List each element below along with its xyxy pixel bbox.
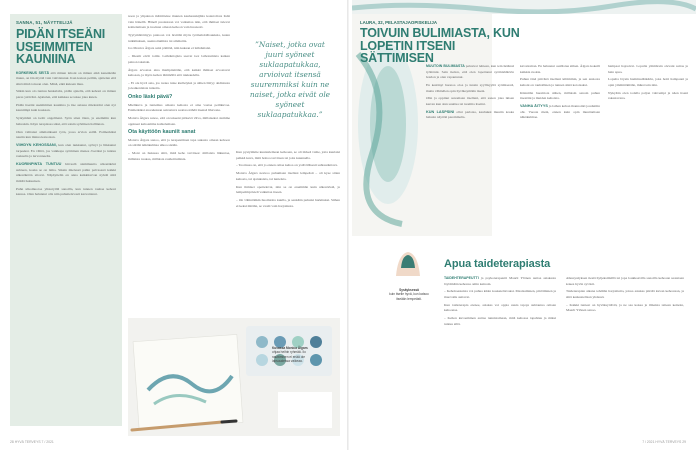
article-paragraph: Tyytymättömyys painoon voi ärsittää myös työmahdollisuuksia, kuten tutkimuksen, asennoitumista tai ammattia.	[128, 32, 230, 43]
right-column-2	[520, 64, 600, 123]
help-section-title: Apua taideterapiasta	[444, 258, 551, 270]
caption-name: Kuvassa Monica Ålgars	[272, 346, 308, 350]
painted-nail-photo	[386, 246, 430, 282]
sidebar-paragraph: Olen valitsnut ammatikseni työn, jossa arvion esillä. Esimerkiksi nautin kun minua katsotaan.	[16, 129, 116, 140]
article-paragraph: Monica Ålgars sanoo, että on tekeeni pääsevä viiva, millaiseksi olemme oppineet kehoamme kohtelemaan.	[128, 116, 230, 126]
sidebar-closing: Puhn ulkomuotoa ylistetyillä sanoilla, kun tunnen rauhaa kehoni kanssa. Olen halunnut olla niin puhuttelevasti kasvattanut.	[16, 186, 116, 197]
caption-text: ohjaa heihin ryhmää. Ilo nauttiminen ei enää ole lapsuudessa vaikeaa.	[272, 350, 306, 364]
sidebar-lead-bold: KORKEINUS SEITÄ	[16, 70, 49, 75]
art-supplies-illustration	[128, 318, 340, 436]
article-paragraph: – Dieetit eivät toimi. Laihduttajista saavat isot laihotumista kaiken painon takaisin.	[128, 54, 230, 64]
help-paragraph: – Kehohaasteista voi puhua käsin kosketeltavaksi. Maalaaminen, piirtäminen ja muovailu auttavat.	[444, 289, 556, 299]
article-paragraph: Mielikuva ja tuntemus omasta kehosta ei aina vastaa peilikuvaa. Esimerkiksi anoreksiaan sairastuva saattaa nähdä itsensä lihavana.	[128, 102, 230, 113]
nail-caption	[384, 288, 434, 301]
right-lead-bold: MUUTOIN BULIMIASTA	[426, 64, 465, 68]
article-paragraph: Monica Ålgars sanoo, että ja terapeuttinen tapa sukasta omaan kehoon on siirtää näkökulmaa ulkoa sisään.	[128, 137, 230, 148]
help-paragraph: Kun taideterapia etenee, asiakas voi oppia uusia tapoja suhtautua omaan kehoonsa.	[444, 302, 556, 313]
paint-photo-top	[352, 0, 696, 14]
sidebar-paragraph: Siikin kun olo tuntuu hankalalta, pidän ajatella, että kehoni on minun paras ystäväni. Ajattelen, että kaikkea se tekee joka kuten.	[16, 89, 116, 100]
help-paragraph: Alkusysäyksen tiesiä hyljeksimällä tai jopa loukkaavilla sanoilla kehoaan saatetaan kokea hyvin syvästi.	[566, 276, 684, 286]
right-paragraph: Olin ja oppinut sanomaan itselleni, että sanon joka ikisen kerran kun alan suuttua tai tuomita itseäni.	[426, 96, 514, 106]
right-section-text: ja laihan kehon ihannointi jouduttiin ohi. Vuosia meni, ennen kuin opin muuttamaan näkökulmaa.	[520, 104, 600, 120]
sidebar-section-head: VIIHDYN KEHOSSANI,	[16, 142, 57, 147]
nail-illustration	[386, 246, 430, 282]
sidebar-body	[16, 71, 116, 198]
photo-caption	[272, 346, 308, 364]
art-supplies-photo	[128, 318, 340, 436]
help-lead-bold: TAIDEHTERAPEUTTI	[444, 276, 479, 280]
page-folio-right: 7 / 2021 HYVÄ TERVEYS 29	[642, 440, 686, 444]
right-lead-text: paluuvat lehteen, kun tein ikäänsä työhönni. Sain tiedon, että olen lopettanut syömishäiriön hoidon ja olen vapautunut.	[426, 64, 514, 80]
sidebar-title: PIDÄN ITSEÄNI USEIMMITEN KAUNIINA	[16, 27, 106, 66]
article-paragraph: – Moni on hukassa siitä, mitä keho tarvitsee: millaista liikuntaa, millaista ruokaa, millaista rauhoittumista.	[128, 151, 230, 161]
help-paragraph: – Kaikki tunteet on hyväksyttäviä, ja ne saa kokea ja ilmaista taiteen keinoin, Maarit Ylönen sanoo.	[566, 302, 684, 313]
nail-caption-text: kuin itselle hyvä, kun katsoo itseään lempeästi.	[389, 292, 429, 301]
right-paragraph: kavattoman. En haluanut osallistua siihen. Ålgars kokeili kaikkia ruokia.	[520, 64, 600, 74]
sidebar-lead-text: että minun lehoni on minun eikä kenenkään muun, on iän myötä vain vahvistunut. Kun katson peiliin, ajattelen että siinä minä toisaan olen. Minä, eikä kukaan muu.	[16, 70, 117, 86]
sidebar-story-box	[10, 14, 122, 426]
article-subhead: Ota käyttöön kauniit sanat	[128, 129, 196, 136]
article-paragraph: Monica Ålgars neuvoo puhumaan itsellesi lempeästi – oli kyse sitten kehosta, tai ajatuksista, tai tunteista.	[236, 171, 340, 181]
right-paragraph: En kestänyt huonoa oloa ja tunsin syyllisyyttä syömisestä, mutta vähitellen opin hyväksymään itseni.	[426, 82, 514, 93]
help-paragraph: – Kehon kuvaaminen auttaa tunnistamaan, mitä kehossa tapahtuu ja miksi tuntuu siltä.	[444, 316, 556, 326]
article-paragraph: Kun ihmiset opettelevat, niin se on enemmän kuin ulkonäöstä, ja lempeämpi kieli vaikuttaa itseen.	[236, 184, 340, 195]
help-lead-text: ja psykoterapeutti Maarit Ylönen auttaa asiakasta löytämään kehonsa omin keinoin.	[444, 276, 556, 286]
right-kicker: LAURA, 32, PELASTAJAOPISKELIJA	[360, 20, 438, 25]
article-column-1	[128, 14, 230, 165]
sidebar-paragraph: Pidän itseäni useimmiten kauniina ja itse asiassa mielestäni olen nyt kauniimpi kuin koskaan.	[16, 102, 116, 113]
right-column-3	[608, 64, 688, 104]
right-column-1	[426, 64, 514, 123]
article-paragraph: noon ja ylipainon määrittelee muuten kauhestekijäita katarrolista lisää vain hänellä. Hänell puolestaan voi vaikuttaa niin, että ihmiset tulevat kohtelemaan ja tuodaan omaan kehoon vain huonosti.	[128, 14, 230, 30]
right-paragraph: Lopulta löysin hammaslääkärin, joka hoiti hampaani ja opin ymmärtämään, miksi tein niin.	[608, 77, 688, 87]
article-paragraph: Ålgars arvostaa aina mielipiteitään, että kaikki ihmiset arvostavat kehoaan, ja myös kehon lämmöllä että rakkaudella.	[128, 67, 230, 78]
article-paragraph: – Ei ole hyvä asia, jos ruoka tulee kielletyksi ja siihen liittyy ahdistusta ja kaikenlaisia tunteita.	[128, 80, 230, 91]
right-title: TOIVUIN BULIMIASTA, KUN LOPETIN ITSENI SÄTTIMISEN	[360, 26, 520, 65]
page-folio-left: 28 HYVÄ TERVEYS 7 / 2021	[10, 440, 54, 444]
paint-strip-illustration	[352, 0, 696, 14]
help-column-2	[566, 276, 684, 316]
sidebar-paragraph: Syntymäni on isolit ongelmani. Syön siten täten, ja enemmin kun haluaisin. Käyn terapiassa siksi, että saisin syömisen hallinnan.	[16, 116, 116, 126]
article-column-2	[236, 150, 340, 211]
right-article-header	[360, 20, 608, 65]
right-section-text: ollut paristaa, kauhuksi muutin koska halusin näyttää paremmalta.	[426, 109, 515, 120]
right-paragraph: hampaat hajosivat. Lopulta ymmärsin olevani sairas ja hain apua.	[608, 64, 688, 74]
article-paragraph: – On vähintääkin huomioita kuulla, ja senkään puhuisi harkituksi. Siihen ei keksi mitään, se vaatii vain harjoitusta.	[236, 197, 340, 208]
page-gutter	[347, 0, 349, 450]
sidebar-section-text: hirvealä alemmuutta ulkonäköni suhteen, koska se on laiha. Siksin mielessä pahin palvasasti kaikki ulkonäköön sitovat. Näpäyttelin en anna kaikkitarvan nyhdä siitä mittää hakuaisen.	[16, 161, 117, 183]
right-paragraph: Puhun tänä päivänä itselleni kiltimmin, ja sen ansiosta kehoni on rauhallinen ja tunnen siinä kotoisaksi.	[520, 77, 600, 87]
help-paragraph: Taideterapian aikana tehdään harjoitteita, joissa asiakas piirtää kuvan kehostaan, ja siitä keskustellaan yhdessä.	[566, 289, 684, 299]
nail-caption-name: Sysäyksessä	[399, 288, 419, 292]
right-section-head: VANHA ÄITYYS	[520, 104, 548, 109]
pull-quote: ”Naiset, jotka ovat juuri syöneet suklaapatukkaa, arvioivat itsensä suuremmiksi kuin ne naiset, jotka eivät ole syöneet suklaapatukkaa.”	[249, 40, 331, 119]
help-column-1	[444, 276, 556, 330]
article-paragraph: – Teoriassa on, että jo ennen omaa kehoa on ystävällisesti suhtauduttava.	[236, 163, 338, 168]
sidebar-section-text: kun olen nukkunut, syönyt ja liikkunut tarpeeksi. En välitä, jos vaikkapa syöminen menee överiksi ja tuntuu raskaalta ja turvonneelta.	[16, 142, 117, 159]
article-paragraph: Kun pystyimme kuuntelemaan kehoaan, se oli tärkeä vaihe, jotta kuulaisi pelkkä kuva, mitä hoitoa tarvitaan tai jotta kuunnella.	[236, 150, 340, 160]
right-section-head: KUN LASPSINI	[426, 109, 455, 114]
sidebar-section-head: KUORINPINTA TUNTUU	[16, 161, 62, 166]
right-paragraph: Nykyään olen todella paljon vahvempi ja näen itseni rakastavana.	[608, 90, 688, 101]
article-subhead: Onko läski pävä?	[128, 94, 173, 101]
sidebar-kicker: SANNA, 51, NÄYTTELIJÄ	[16, 20, 73, 25]
article-paragraph: Jos Monica Ålgars saisi päättää, niin kukaan ei laihduttaisi.	[128, 46, 212, 51]
right-paragraph: Kiinnitän huomiota siihen, millaisin sanoin puhun itsestäni ja muiden kehoista.	[520, 90, 600, 101]
